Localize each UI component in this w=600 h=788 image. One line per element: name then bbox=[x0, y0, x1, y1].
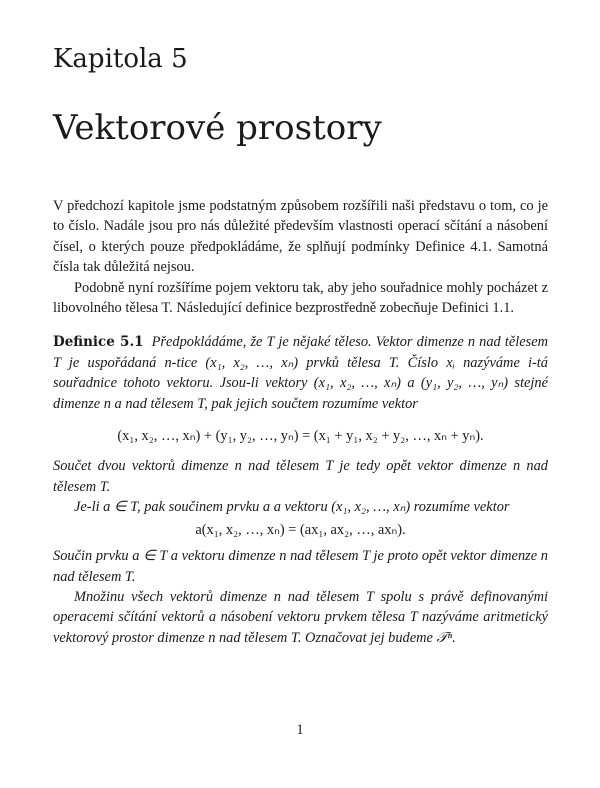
page-number: 1 bbox=[296, 722, 304, 738]
definition-heading: Definice 5.1 bbox=[53, 334, 144, 351]
definition-block bbox=[53, 332, 548, 414]
sum-conclusion: Součet dvou vektorů dimenze n nad tělesem T je tedy opět vektor dimenze n nad tělesem T. bbox=[53, 458, 548, 495]
scalar-product-formula: a(x₁, x₂, …, xₙ) = (ax₁, ax₂, …, axₙ). bbox=[195, 521, 406, 538]
intro-paragraph: V předchozí kapitole jsme podstatným způsobem rozšířili naši představu o tom, co je to číslo. Nadále jsou pro nás důležité především vlastnosti operací sčítání a násobení čísel, o kterých pouze předpokládáme, že splňují podmínky Definice 4.1. Samotná čísla tak důležitá nejsou. bbox=[53, 198, 548, 276]
chapter-label: Kapitola 5 bbox=[53, 44, 188, 74]
vector-sum-formula: (x₁, x₂, …, xₙ) + (y₁, y₂, …, yₙ) = (x₁ + y₁, x₂ + y₂, …, xₙ + yₙ). bbox=[117, 428, 484, 445]
product-conclusion: Součin prvku a ∈ T a vektoru dimenze n nad tělesem T je proto opět vektor dimenze n nad tělesem T. bbox=[53, 548, 548, 585]
chapter-title: Vektorové prostory bbox=[53, 108, 382, 148]
space-definition: Množinu všech vektorů dimenze n nad tělesem T spolu s právě definovanými operacemi sčítání vektorů a násobení vektoru prvkem tělesa T nazýváme aritmetický vektorový prostor dimenze n nad tělesem T. Označovat jej budeme 𝒯ⁿ. bbox=[53, 588, 548, 646]
extension-paragraph: Podobně nyní rozšíříme pojem vektoru tak, aby jeho souřadnice mohly pocházet z libovolného tělesa T. Následující definice bezprostředně zobecňuje Definici 1.1. bbox=[53, 279, 548, 317]
body-text bbox=[53, 196, 548, 648]
definition-text: Předpokládáme, že T je nějaké těleso. Vektor dimenze n nad tělesem T je uspořádaná n-tice (x₁, x₂, …, xₙ) prvků tělesa T. Číslo xᵢ nazýváme i-tá souřadnice tohoto vektoru. Jsou-li vektory (x₁, x₂, …, xₙ) a (y₁, y₂, …, yₙ) stejné dimenze n a nad tělesem T, pak jejich součtem rozumíme vektor bbox=[53, 334, 548, 412]
product-intro: Je-li a ∈ T, pak součinem prvku a a vektoru (x₁, x₂, …, xₙ) rozumíme vektor bbox=[74, 499, 510, 516]
